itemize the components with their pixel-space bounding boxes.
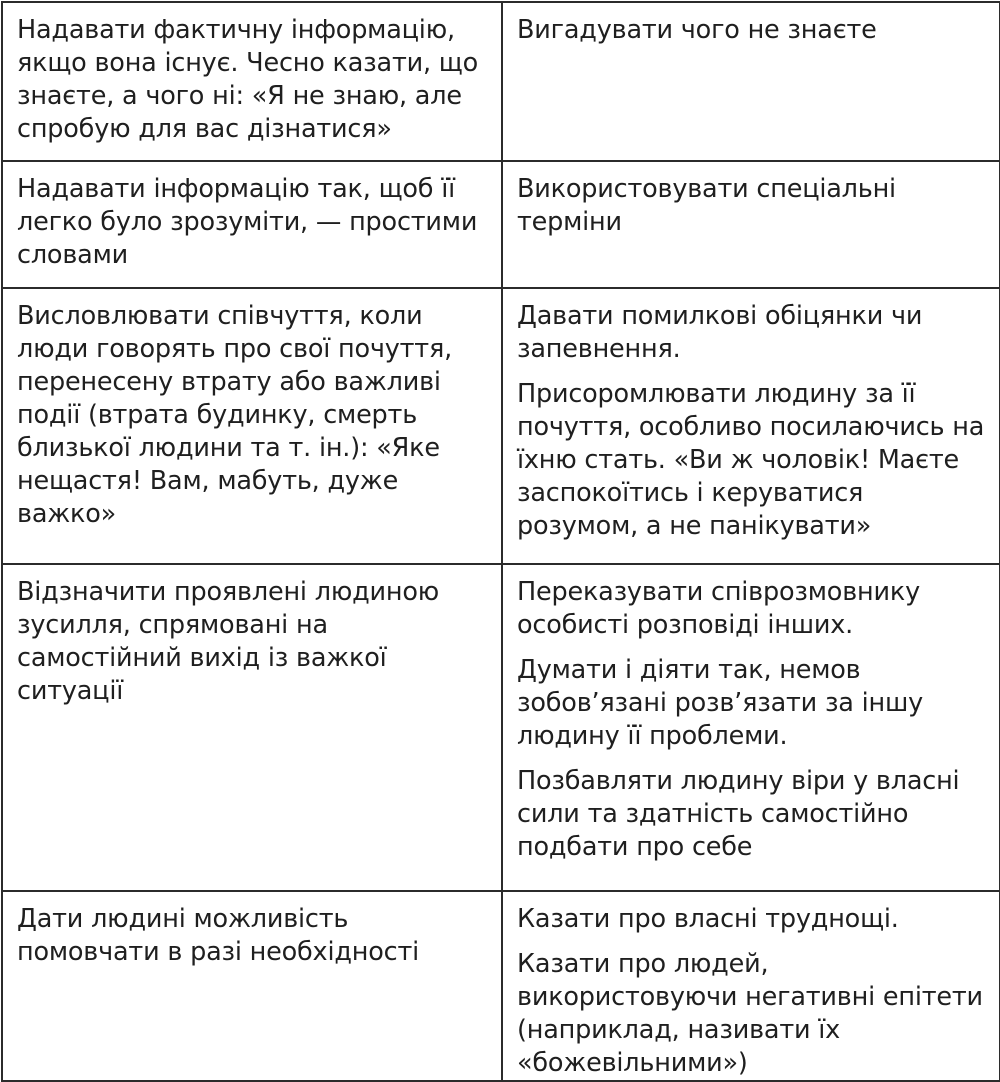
dont-text: Присоромлювати людину за її почуття, особливо посилаючись на їхню стать. «Ви ж чоловік! Маєте заспокоїтись і керуватися розумом, а не панікувати» bbox=[517, 379, 985, 541]
dont-text: Казати про людей, використовуючи негативні епітети (наприклад, називати їх «божевільними») bbox=[517, 949, 983, 1078]
dont-text: Давати помилкові обіцянки чи запевнення. bbox=[517, 301, 923, 364]
dont-cell bbox=[502, 891, 1000, 1081]
dont-text: Думати і діяти так, немов зобов’язані розв’язати за іншу людину її проблеми. bbox=[517, 655, 924, 751]
dont-cell bbox=[502, 2, 1000, 161]
do-text: Висловлювати співчуття, коли люди говорять про свої почуття, перенесену втрату або важливі події (втрата будинку, смерть близької людини та т. ін.): «Яке нещастя! Вам, мабуть, дуже важко» bbox=[17, 301, 453, 529]
dont-cell bbox=[502, 161, 1000, 288]
do-cell bbox=[2, 891, 502, 1081]
do-text: Надавати інформацію так, щоб її легко було зрозуміти, — простими словами bbox=[17, 174, 478, 270]
table-row bbox=[2, 2, 1000, 161]
dont-text: Казати про власні труднощі. bbox=[517, 904, 899, 934]
table-row bbox=[2, 161, 1000, 288]
table-row bbox=[2, 564, 1000, 891]
dont-cell bbox=[502, 564, 1000, 891]
do-text: Надавати фактичну інформацію, якщо вона існує. Чесно казати, що знаєте, а чого ні: «Я не знаю, але спробую для вас дізнатися» bbox=[17, 15, 479, 144]
do-cell bbox=[2, 564, 502, 891]
dont-text: Позбавляти людину віри у власні сили та здатність самостійно подбати про себе bbox=[517, 766, 960, 862]
guidance-table bbox=[1, 1, 1000, 1082]
table-row bbox=[2, 891, 1000, 1081]
dont-text: Використовувати спеціальні терміни bbox=[517, 174, 896, 237]
table-row bbox=[2, 288, 1000, 564]
dont-text: Переказувати співрозмовнику особисті розповіді інших. bbox=[517, 577, 920, 640]
do-cell bbox=[2, 161, 502, 288]
do-cell bbox=[2, 288, 502, 564]
do-cell bbox=[2, 2, 502, 161]
dont-text: Вигадувати чого не знаєте bbox=[517, 15, 877, 45]
do-text: Дати людині можливість помовчати в разі необхідності bbox=[17, 904, 419, 967]
dont-cell bbox=[502, 288, 1000, 564]
do-text: Відзначити проявлені людиною зусилля, спрямовані на самостійний вихід із важкої ситуації bbox=[17, 577, 440, 706]
